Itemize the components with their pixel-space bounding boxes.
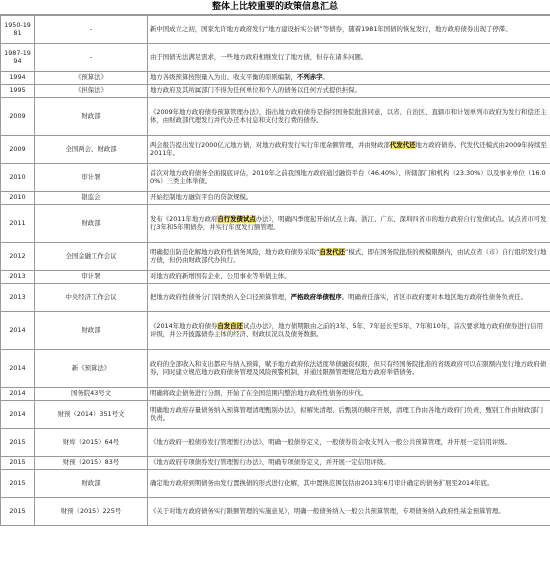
table-row: [1, 44, 550, 72]
row-content: [148, 243, 550, 271]
table-row: [1, 243, 550, 271]
row-content: [148, 271, 550, 284]
row-department: 财库（2015）64号: [35, 429, 148, 457]
row-year: 2014: [1, 388, 35, 401]
table-row: [1, 498, 550, 526]
row-year: 2015: [1, 498, 35, 526]
policy-table: [0, 15, 550, 526]
row-department: 新《预算法》: [35, 350, 148, 388]
content-text: 对地方政府新增国有企业、公用事业等举债主体。: [150, 272, 291, 281]
row-department: 财政部: [35, 312, 148, 350]
content-text: 新中国成立之初，国家允许地方政府发行“地方建设折实公债”等债券，随着1981年国债的恢复发行，地方政府债券出现了停滞。: [150, 24, 512, 33]
content-text: 明确提出防范化解地方政府性债务风险，地方政府债券采取“: [150, 247, 320, 256]
row-department: 财预（2014）351号文: [35, 401, 148, 429]
row-department: 财政部: [35, 205, 148, 243]
row-department: 审计署: [35, 164, 148, 192]
content-text: ”模式，即在国务院批准的规模限额内，由试点省（市）自行组织发行地方债，但仍由财政部代办执行。: [150, 247, 547, 264]
table-row: [1, 350, 550, 388]
content-text: 。: [322, 73, 329, 82]
row-content: [148, 457, 550, 470]
highlight-text: 自发自还: [217, 321, 243, 330]
row-year: 2010: [1, 164, 35, 192]
row-department: 《预算法》: [35, 72, 148, 85]
table-row: [1, 72, 550, 85]
highlight-text: 自发代还: [319, 247, 346, 256]
row-year: 2010: [1, 192, 35, 205]
row-year: 2011: [1, 205, 35, 243]
table-row: [1, 284, 550, 312]
row-year: 2013: [1, 271, 35, 284]
bold-text: 不列赤字: [296, 73, 323, 82]
row-content: [148, 164, 550, 192]
content-text: 《地方政府专项债券发行管理暂行办法》，明确专项债券定义，并开展一定信用评级。: [150, 458, 390, 467]
row-year: 1950-1981: [1, 16, 35, 44]
row-year: 2015: [1, 457, 35, 470]
table-row: [1, 16, 550, 44]
table-row: [1, 388, 550, 401]
content-text: 《2009年地方政府债券预算管理办法》，指出地方政府债券是指经国务院批准同意，以省、自治区、直辖市和计划单列市政府为发行和偿还主体，由财政部代理发行并代办还本付息和支付发行费的债券。: [150, 107, 547, 124]
row-department: 财政部: [35, 98, 148, 136]
row-year: 2014: [1, 401, 35, 429]
content-text: 把地方政府性债务分门别类纳入全口径预算管理，: [150, 292, 291, 301]
row-year: 2015: [1, 429, 35, 457]
table-row: [1, 470, 550, 498]
row-year: 1987-1994: [1, 44, 35, 72]
table-row: [1, 98, 550, 136]
row-content: [148, 98, 550, 136]
content-text: 首次对地方政府债务全面摸底评估，2010年之前我国地方政府通过融资平台（46.40%）、所辖部门和机构（23.30%）以及事业单位（16.00%）三类主体举债。: [150, 168, 546, 185]
table-row: [1, 164, 550, 192]
row-content: [148, 16, 550, 44]
content-text: 明确地方政府存量债务纳入预算管理清理甄别办法》，拟解先清理、后甄别的顺序开展，清理工作由各地方政府门负责，甄别工作由财政部门负责。: [150, 405, 544, 422]
row-year: 2014: [1, 312, 35, 350]
row-year: 2015: [1, 470, 35, 498]
content-text: 确定地方政府到期债务由发行置换债的形式进行化解，其中置换范围包括由2013年6月审计确定的债务扩展至2014年底。: [150, 478, 494, 487]
row-department: 审计署: [35, 271, 148, 284]
table-row: [1, 312, 550, 350]
row-content: [148, 136, 550, 164]
table-row: [1, 457, 550, 470]
row-content: [148, 350, 550, 388]
content-text: 两会报告提出发行2000亿元地方债，对地方政府发行实行年度余额管理，并由财政部: [150, 140, 390, 149]
row-content: [148, 401, 550, 429]
row-content: [148, 284, 550, 312]
row-department: 银监会: [35, 192, 148, 205]
row-department: 财预（2015）83号: [35, 457, 148, 470]
row-content: [148, 192, 550, 205]
row-content: [148, 429, 550, 457]
content-text: 由于国债无法满足需求，一些地方政府相继发行了地方债，但存在诸多问题。: [150, 52, 368, 61]
content-text: 办法》，明确四季度起开始试点上海、浙江、广东、深圳四省市的地方政府自行发债试点。试点省市可发行3年和5年期债券，并实行年度发行额管理。: [150, 214, 547, 231]
row-content: [148, 388, 550, 401]
row-content: [148, 205, 550, 243]
row-year: 2013: [1, 284, 35, 312]
row-content: [148, 498, 550, 526]
table-row: [1, 85, 550, 98]
table-row: [1, 205, 550, 243]
row-department: -: [35, 44, 148, 72]
row-department: 财政部: [35, 470, 148, 498]
content-text: 《2014年地方政府债券: [150, 321, 218, 330]
row-department: 中央经济工作会议: [35, 284, 148, 312]
row-department: 全国金融工作会议: [35, 243, 148, 271]
row-department: 全国两会、财政部: [35, 136, 148, 164]
content-text: 试点办法》，地方债期限由之前的3年、5年、7年延长至5年、7年和10年，首次要求地方政府债券进行信用评级，并公开披露债券主体的经济、财政状况以及债务数据。: [150, 321, 544, 338]
content-text: 发布《2011年地方政府: [150, 214, 218, 223]
row-content: [148, 85, 550, 98]
table-row: [1, 429, 550, 457]
bold-text: 严格政府举债程序: [290, 292, 342, 301]
row-year: 1994: [1, 72, 35, 85]
row-content: [148, 312, 550, 350]
row-department: 国务院43号文: [35, 388, 148, 401]
content-text: 开始控制地方融资平台的贷款规模。: [150, 193, 253, 202]
highlight-text: 自行发债试点: [217, 214, 256, 223]
row-department: -: [35, 16, 148, 44]
row-year: 2009: [1, 98, 35, 136]
row-department: 财预（2015）225号: [35, 498, 148, 526]
content-text: 地方政府及其所属部门不得为任何单位和个人的债务以任何方式提供担保。: [150, 86, 361, 95]
highlight-text: 代发代还: [389, 140, 416, 149]
content-text: 地方政府债券。代发代还模式由2009年持续至2011年。: [150, 140, 547, 157]
row-year: 2012: [1, 243, 35, 271]
policy-table-body: [1, 16, 550, 526]
table-row: [1, 136, 550, 164]
row-content: [148, 470, 550, 498]
table-row: [1, 401, 550, 429]
content-text: 。明确责任落实，省区市政府要对本地区地方政府性债务负责任。: [341, 292, 528, 301]
content-text: 《地方政府一般债券发行管理暂行办法》，明确一般债券定义，一般债券资金收支列入一般公共预算管理，并开展一定信用评级。: [150, 437, 512, 446]
content-text: 地方各级预算按照量入为出、收支平衡的原则编制，: [150, 73, 297, 82]
row-department: 《担保法》: [35, 85, 148, 98]
content-text: 明确将政企债务进行分割，开始了在全国范围内整治地方政府性债务的步伐。: [150, 389, 368, 398]
table-row: [1, 271, 550, 284]
table-row: [1, 192, 550, 205]
row-year: 2009: [1, 136, 35, 164]
content-text: 政府的全部收入和支出都应当纳入预算，赋予地方政府依法适度举债融资权限，但只有经国务院批准的省级政府可以在限额内发行地方政府债券，同时建立规范地方政府债务管理及风险预警机制，并通过限额管理规范地方政府举借债务。: [150, 359, 547, 376]
row-year: 2014: [1, 350, 35, 388]
content-text: 《关于对地方政府债务实行限额管理的实施意见》，明确一般债务纳入一般公共预算管理，专项债务纳入政府性基金预算管理。: [150, 506, 505, 515]
row-content: [148, 72, 550, 85]
row-year: 1995: [1, 85, 35, 98]
page-title: 整体上比较重要的政策信息汇总: [0, 0, 550, 15]
row-content: [148, 44, 550, 72]
